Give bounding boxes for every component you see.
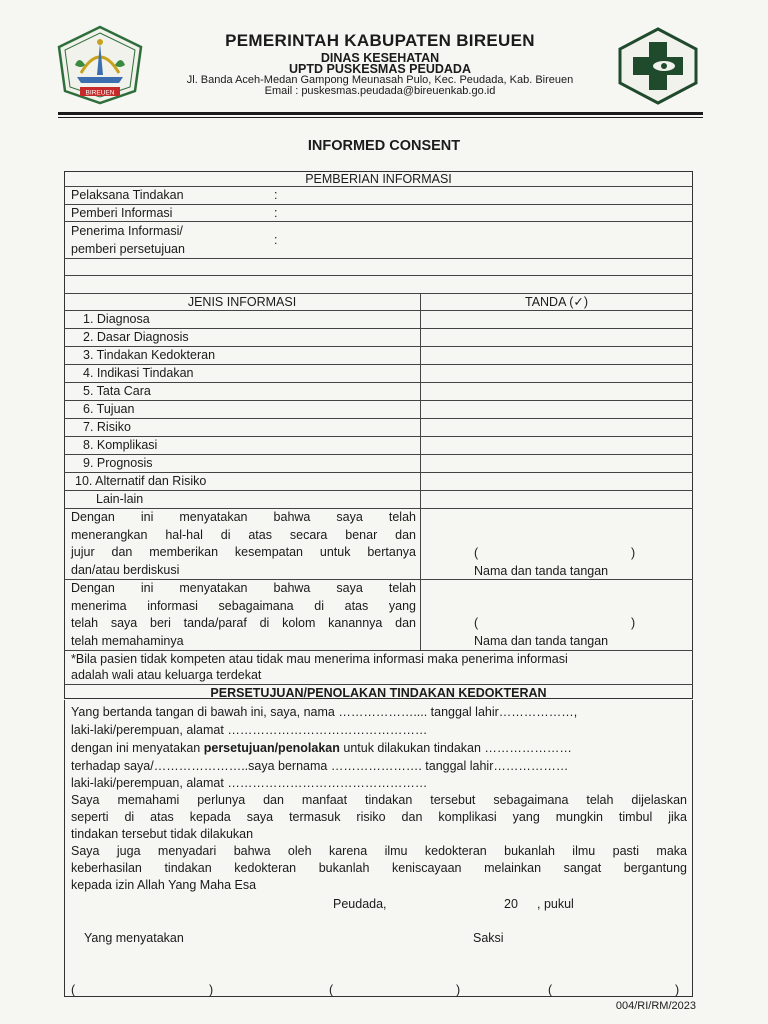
consent-choice: persetujuan/penolakan bbox=[203, 741, 340, 755]
table-rule bbox=[64, 364, 693, 365]
table-rule bbox=[64, 490, 693, 491]
document-title: INFORMED CONSENT bbox=[307, 138, 461, 154]
field-colon: : bbox=[274, 188, 278, 202]
document-code: 004/RI/RM/2023 bbox=[615, 1000, 696, 1012]
info-item: 8. Komplikasi bbox=[83, 438, 158, 452]
signature-paren-close: ) bbox=[456, 983, 461, 997]
sign-paren-close: ) bbox=[631, 546, 636, 560]
sign-label-recipient: Nama dan tanda tangan bbox=[474, 634, 609, 648]
table-rule bbox=[64, 204, 693, 205]
consent-paragraph-understanding: Saya memahami perlunya dan manfaat tindakan tersebut sebagaimana telah dijelaskan seperti di atas kepada saya termasuk risiko dan komplikasi yang mungkin timbul jika tindakan tersebut tidak dilakukan bbox=[71, 793, 687, 841]
table-rule bbox=[64, 650, 693, 651]
consent-paragraph-awareness: Saya juga menyadari bahwa oleh karena ilmu kedokteran bukanlah ilmu pasti maka keberhasilan tindakan kedokteran bukanlah keniscayaan melainkan sangat bergantung kepada izin Allah Yang Maha Esa bbox=[71, 844, 687, 892]
table-rule bbox=[64, 454, 693, 455]
place-label: Peudada, bbox=[333, 897, 387, 911]
col-header-tanda: TANDA (✓) bbox=[524, 295, 589, 309]
field-label-penerima-line1: Penerima Informasi/ bbox=[71, 224, 183, 238]
consent-heading: PERSETUJUAN/PENOLAKAN TINDAKAN KEDOKTERAN bbox=[210, 686, 547, 700]
year-label: 20 bbox=[504, 897, 518, 911]
consent-line-5: laki-laki/perempuan, alamat ………………………………………… bbox=[71, 776, 428, 790]
header-rule-thin bbox=[58, 117, 703, 118]
info-item: 4. Indikasi Tindakan bbox=[83, 366, 194, 380]
table-rule bbox=[64, 472, 693, 473]
info-item: 5. Tata Cara bbox=[83, 384, 151, 398]
sign-label-informer: Nama dan tanda tangan bbox=[474, 564, 609, 578]
header-puskesmas: UPTD PUSKESMAS PEUDADA bbox=[289, 62, 471, 76]
info-item: Lain-lain bbox=[96, 492, 144, 506]
header-email: Email : puskesmas.peudada@bireuenkab.go.id bbox=[264, 85, 496, 97]
info-item: 9. Prognosis bbox=[83, 456, 153, 470]
consent-line-3: dengan ini menyatakan persetujuan/penolakan untuk dilakukan tindakan ………………… bbox=[71, 741, 572, 755]
header-address: Jl. Banda Aceh-Medan Gampong Meunasah Pulo, Kec. Peudada, Kab. Bireuen bbox=[186, 74, 574, 86]
table-rule bbox=[64, 328, 693, 329]
field-label-pemberi: Pemberi Informasi bbox=[71, 206, 173, 220]
consent-line-1: Yang bertanda tangan di bawah ini, saya, nama ……………….... tanggal lahir………………, bbox=[71, 705, 578, 719]
table-rule bbox=[64, 684, 693, 685]
consent-line-2: laki-laki/perempuan, alamat ………………………………………… bbox=[71, 723, 428, 737]
note-line-2: adalah wali atau keluarga terdekat bbox=[71, 668, 262, 682]
table-rule bbox=[64, 293, 693, 294]
puskesmas-logo bbox=[617, 27, 699, 105]
time-label: , pukul bbox=[537, 897, 574, 911]
sign-paren-close: ) bbox=[631, 616, 636, 630]
header-department: DINAS KESEHATAN bbox=[320, 51, 440, 65]
table-column-divider bbox=[420, 293, 421, 650]
sign-paren-open: ( bbox=[474, 616, 479, 630]
info-item: 1. Diagnosa bbox=[83, 312, 150, 326]
statement-recipient: Dengan ini menyatakan bahwa saya telah menerima informasi sebagaimana di atas yang telah saya beri tanda/paraf di kolom kanannya dan telah memahaminya bbox=[71, 581, 416, 648]
info-item: 10. Alternatif dan Risiko bbox=[75, 474, 207, 488]
note-line-1: *Bila pasien tidak kompeten atau tidak mau menerima informasi maka penerima informasi bbox=[71, 652, 568, 666]
logo-left-label: BIREUEN bbox=[85, 89, 115, 97]
consent-line-4: terhadap saya/…………………..saya bernama …………………. tanggal lahir……………… bbox=[71, 759, 569, 773]
table-rule bbox=[64, 310, 693, 311]
field-colon: : bbox=[274, 233, 278, 247]
field-label-pelaksana: Pelaksana Tindakan bbox=[71, 188, 184, 202]
signer-label: Yang menyatakan bbox=[84, 931, 184, 945]
statement-informer: Dengan ini menyatakan bahwa saya telah menerangkan hal-hal di atas secara benar dan jujur dan memberikan kesempatan untuk bertanya dan/atau berdiskusi bbox=[71, 510, 416, 577]
info-item: 6. Tujuan bbox=[83, 402, 135, 416]
info-item: 3. Tindakan Kedokteran bbox=[83, 348, 216, 362]
table-rule bbox=[64, 346, 693, 347]
signature-paren-open: ( bbox=[548, 983, 553, 997]
col-header-jenis: JENIS INFORMASI bbox=[187, 295, 297, 309]
bireuen-regency-logo bbox=[55, 25, 145, 105]
info-item: 7. Risiko bbox=[83, 420, 131, 434]
header-government: PEMERINTAH KABUPATEN BIREUEN bbox=[225, 31, 535, 50]
header-rule-thick bbox=[58, 112, 703, 115]
table-rule bbox=[64, 418, 693, 419]
table-rule bbox=[64, 436, 693, 437]
signature-paren-close: ) bbox=[209, 983, 214, 997]
table-rule bbox=[64, 400, 693, 401]
signature-paren-open: ( bbox=[329, 983, 334, 997]
table-rule bbox=[64, 258, 693, 259]
table-rule bbox=[64, 221, 693, 222]
witness-label: Saksi bbox=[473, 931, 504, 945]
info-section-heading: PEMBERIAN INFORMASI bbox=[305, 172, 452, 186]
sign-paren-open: ( bbox=[474, 546, 479, 560]
field-label-penerima-line2: pemberi persetujuan bbox=[71, 242, 185, 256]
signature-paren-open: ( bbox=[71, 983, 76, 997]
table-rule bbox=[64, 382, 693, 383]
signature-paren-close: ) bbox=[675, 983, 680, 997]
info-item: 2. Dasar Diagnosis bbox=[83, 330, 189, 344]
table-rule bbox=[64, 275, 693, 276]
field-colon: : bbox=[274, 206, 278, 220]
